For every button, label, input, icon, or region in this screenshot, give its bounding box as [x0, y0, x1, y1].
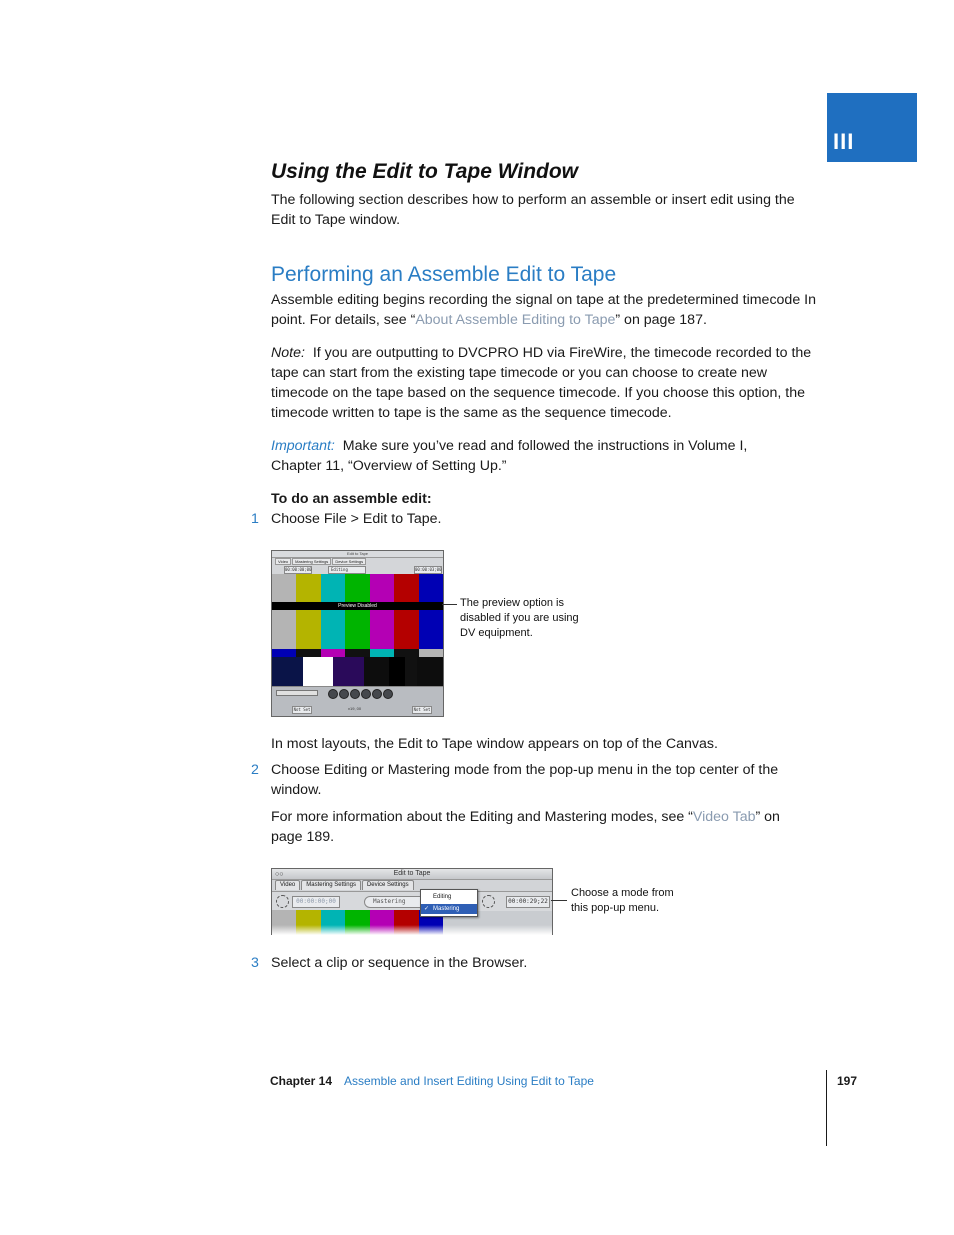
transport-button[interactable] [350, 689, 360, 699]
tab-video[interactable]: Video [275, 880, 300, 890]
pluge-bars [272, 657, 443, 686]
timecode-left: 00:00:00;00 [285, 567, 312, 572]
transport-button[interactable] [383, 689, 393, 699]
video-tab-link[interactable]: Video Tab [692, 809, 756, 825]
control-row [272, 891, 552, 911]
after-step1-text: In most layouts, the Edit to Tape window appears on top of the Canvas. [271, 736, 718, 752]
tab-mastering-settings[interactable]: Mastering Settings [292, 558, 331, 565]
menu-item-editing[interactable]: Editing [433, 894, 452, 900]
tab-device-settings[interactable]: Device Settings [362, 880, 414, 890]
timecode-left: 00:00:00;00 [292, 896, 340, 908]
color-bars-top [272, 574, 443, 602]
note-paragraph [271, 343, 821, 423]
about-assemble-link[interactable]: About Assemble Editing to Tape [415, 312, 616, 328]
step-number: 1 [251, 511, 259, 527]
mode-popup[interactable]: Mastering [364, 896, 432, 908]
para-text: ” on page 189. [271, 809, 780, 845]
mode-callout: Choose a mode from this pop-up menu. [571, 887, 674, 914]
menu-item-label: Mastering [433, 906, 460, 912]
note-text: If you are outputting to DVCPRO HD via FireWire, the timecode recorded to the tape can start from the existing tape timecode or you can choose to create new timecode on the tape based on the sequence timecode. If you choose this option, the timecode written to tape is the same as the sequence timecode. [271, 345, 812, 421]
footer-divider [826, 1070, 827, 1146]
transport-button[interactable] [361, 689, 371, 699]
tab-mastering-settings[interactable]: Mastering Settings [301, 880, 361, 890]
window-buttons[interactable]: ○○ [275, 871, 284, 878]
callout-line [442, 604, 457, 605]
clock-icon [482, 895, 495, 908]
important-label: Important: [271, 438, 335, 454]
para-text: ” on page 187. [615, 312, 707, 328]
duration-label: v19, 00 [348, 706, 362, 711]
step-text: Choose Editing or Mastering mode from the pop-up menu in the top center of the window. [271, 762, 779, 798]
clock-icon [276, 895, 289, 908]
preview-disabled-label: Preview Disabled [272, 602, 443, 610]
intro-paragraph: The following section describes how to perform an assemble or insert edit using the Edit to Tape window. [271, 192, 795, 228]
important-text: Make sure you’ve read and followed the instructions in Volume I, Chapter 11, “Overview of Setting Up.” [271, 438, 748, 474]
in-point-field[interactable]: Not Set [293, 707, 311, 712]
step-text: Choose File > Edit to Tape. [271, 511, 442, 527]
important-paragraph [271, 436, 771, 476]
section-title: Using the Edit to Tape Window [271, 160, 579, 183]
procedure-heading: To do an assemble edit: [271, 491, 432, 507]
checkmark-icon: ✓ [424, 906, 430, 912]
window-title [272, 869, 552, 880]
edit-to-tape-screenshot-mode [271, 868, 553, 935]
transport-button[interactable] [328, 689, 338, 699]
tab-device-settings[interactable]: Device Settings [332, 558, 366, 565]
page-number: 197 [837, 1074, 858, 1088]
preview-callout: The preview option is disabled if you are using DV equipment. [460, 597, 579, 639]
note-label: Note: [271, 345, 305, 361]
timecode-right: 00:00:03;00 [415, 567, 442, 572]
part-tab: III [827, 93, 917, 162]
scrubber[interactable] [276, 690, 318, 696]
para-text: Assemble editing begins recording the signal on tape at the predetermined timecode In point. For details, see “ [271, 292, 816, 328]
out-point-field[interactable]: Not Set [413, 707, 431, 712]
window-title: Edit to Tape [272, 551, 443, 558]
footer-chapter-label: Chapter 14 [270, 1074, 333, 1088]
color-bars-reverse [272, 649, 443, 657]
color-bars-middle [272, 610, 443, 649]
para-text: For more information about the Editing and Mastering modes, see “ [271, 809, 693, 825]
transport-button[interactable] [339, 689, 349, 699]
tab-bar [272, 558, 443, 565]
video-tab-paragraph [271, 807, 801, 847]
assemble-paragraph [271, 290, 821, 330]
callout-line [551, 900, 567, 901]
transport-controls [272, 686, 443, 717]
window-title-text: Edit to Tape [393, 870, 431, 877]
edit-to-tape-screenshot-preview [271, 550, 444, 717]
mode-popup-menu [420, 889, 478, 917]
timecode-right: 00:00:29;22 [506, 896, 550, 908]
tab-bar [272, 880, 552, 891]
transport-button[interactable] [372, 689, 382, 699]
tab-video[interactable]: Video [275, 558, 291, 565]
mode-popup[interactable]: Editing [328, 566, 366, 574]
footer-chapter-title[interactable]: Assemble and Insert Editing Using Edit to Tape [344, 1074, 594, 1088]
subsection-title: Performing an Assemble Edit to Tape [271, 263, 617, 286]
fade-overlay [272, 925, 552, 935]
step-text: Select a clip or sequence in the Browser. [271, 955, 528, 971]
menu-item-mastering[interactable] [421, 904, 477, 914]
step-number: 3 [251, 955, 259, 971]
step-number: 2 [251, 762, 259, 778]
